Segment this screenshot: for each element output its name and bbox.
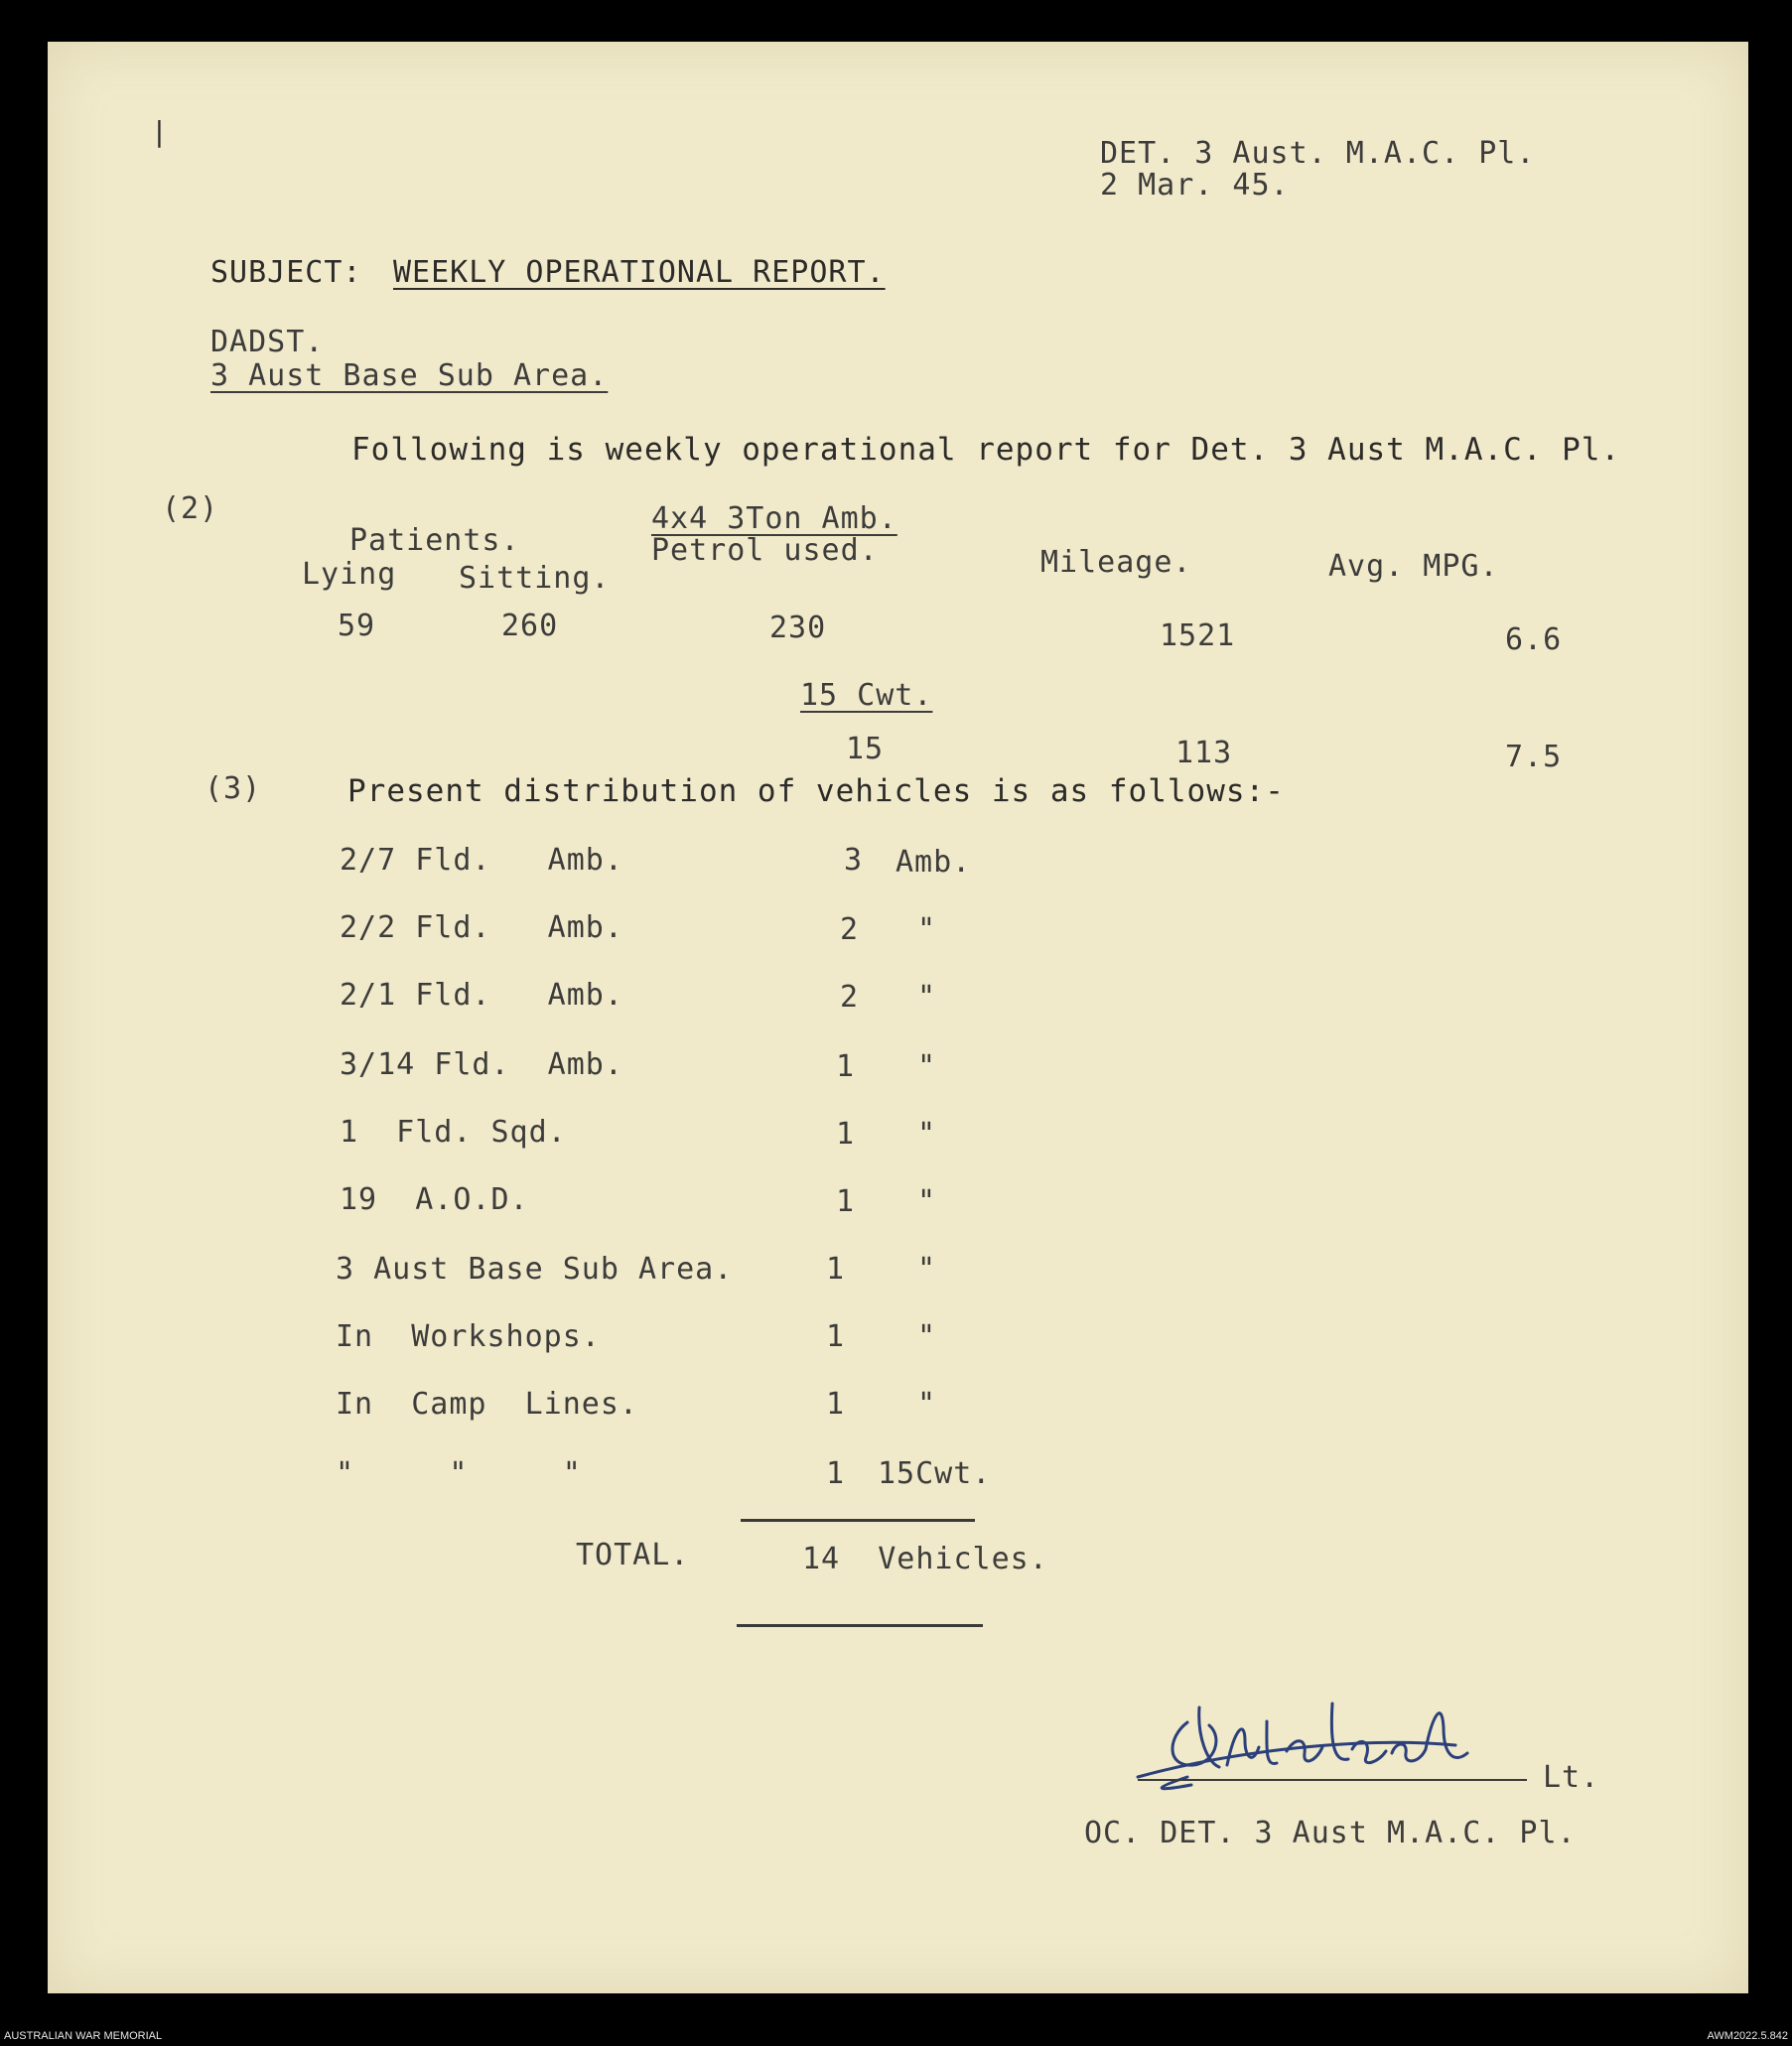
sitting-label: Sitting. <box>459 561 611 596</box>
row-4-count: 1 <box>836 1049 856 1084</box>
row-10-type: 15Cwt. <box>878 1456 992 1491</box>
row-6-count: 1 <box>836 1184 856 1219</box>
lying-label: Lying <box>302 557 397 592</box>
row-9-type: " <box>917 1387 937 1422</box>
petrol-label: Petrol used. <box>651 533 879 568</box>
row-4-type: " <box>917 1049 937 1084</box>
vehicle-heading: 4x4 3Ton Amb. <box>651 501 897 536</box>
row-1-count: 3 <box>844 843 864 878</box>
row-8-count: 1 <box>826 1319 846 1354</box>
lying-value: 59 <box>338 609 376 643</box>
subject-label: SUBJECT: <box>210 255 362 290</box>
archive-footer-left: AUSTRALIAN WAR MEMORIAL <box>4 2030 163 2042</box>
row-7-count: 1 <box>826 1252 846 1287</box>
header-date: 2 Mar. 45. <box>1100 168 1290 203</box>
row-2-count: 2 <box>840 912 860 947</box>
margin-tick-mark: | <box>151 115 168 148</box>
total-value: 14 Vehicles. <box>802 1542 1048 1576</box>
row-6-type: " <box>917 1184 937 1219</box>
row-1-type: Amb. <box>896 845 972 880</box>
document-page <box>48 42 1748 1993</box>
row-3-type: " <box>917 980 937 1015</box>
row-1-unit: 2/7 Fld. Amb. <box>340 843 623 878</box>
row-8-unit: In Workshops. <box>336 1319 601 1354</box>
row-10-count: 1 <box>826 1456 846 1491</box>
section2-number: (2) <box>162 491 219 526</box>
mpg-value: 6.6 <box>1505 622 1563 657</box>
row-2-unit: 2/2 Fld. Amb. <box>340 910 623 945</box>
row-9-count: 1 <box>826 1387 846 1422</box>
row-2-type: " <box>917 912 937 947</box>
petrol-value: 230 <box>769 611 827 645</box>
signature-rank: Lt. <box>1543 1760 1600 1795</box>
intro-paragraph: Following is weekly operational report for Det. 3 Aust M.A.C. Pl. <box>351 432 1621 468</box>
handwritten-signature <box>1128 1668 1545 1797</box>
row-9-unit: In Camp Lines. <box>336 1387 638 1422</box>
signature-line <box>1138 1779 1527 1781</box>
row-3-count: 2 <box>840 980 860 1015</box>
row-4-unit: 3/14 Fld. Amb. <box>340 1047 623 1082</box>
header-unit: DET. 3 Aust. M.A.C. Pl. <box>1100 136 1536 171</box>
patients-label: Patients. <box>349 523 520 558</box>
row-3-unit: 2/1 Fld. Amb. <box>340 978 623 1013</box>
row-7-unit: 3 Aust Base Sub Area. <box>336 1252 734 1287</box>
addressee-line1: DADST. <box>210 325 325 359</box>
subject-title: WEEKLY OPERATIONAL REPORT. <box>393 255 886 290</box>
row-7-type: " <box>917 1252 937 1287</box>
total-rule-top <box>741 1519 975 1522</box>
row-5-count: 1 <box>836 1117 856 1152</box>
row-5-unit: 1 Fld. Sqd. <box>340 1115 567 1150</box>
sitting-value: 260 <box>501 609 559 643</box>
total-label: TOTAL. <box>576 1538 690 1572</box>
section3-number: (3) <box>205 771 262 806</box>
row-10-unit: " " " <box>336 1456 582 1491</box>
cwt-petrol-value: 15 <box>846 732 885 766</box>
archive-footer-right: AWM2022.5.842 <box>1707 2030 1788 2042</box>
row-8-type: " <box>917 1319 937 1354</box>
row-6-unit: 19 A.O.D. <box>340 1182 529 1217</box>
mileage-label: Mileage. <box>1040 545 1192 580</box>
section3-heading: Present distribution of vehicles is as follows:- <box>347 773 1285 809</box>
mileage-value: 1521 <box>1160 618 1236 653</box>
total-rule-bottom <box>737 1624 983 1627</box>
row-5-type: " <box>917 1117 937 1152</box>
mpg-label: Avg. MPG. <box>1328 549 1499 584</box>
cwt-mpg-value: 7.5 <box>1505 740 1563 774</box>
cwt-heading: 15 Cwt. <box>800 678 933 713</box>
addressee-line2: 3 Aust Base Sub Area. <box>210 358 609 393</box>
signature-title: OC. DET. 3 Aust M.A.C. Pl. <box>1084 1816 1577 1850</box>
cwt-mileage-value: 113 <box>1175 736 1233 770</box>
